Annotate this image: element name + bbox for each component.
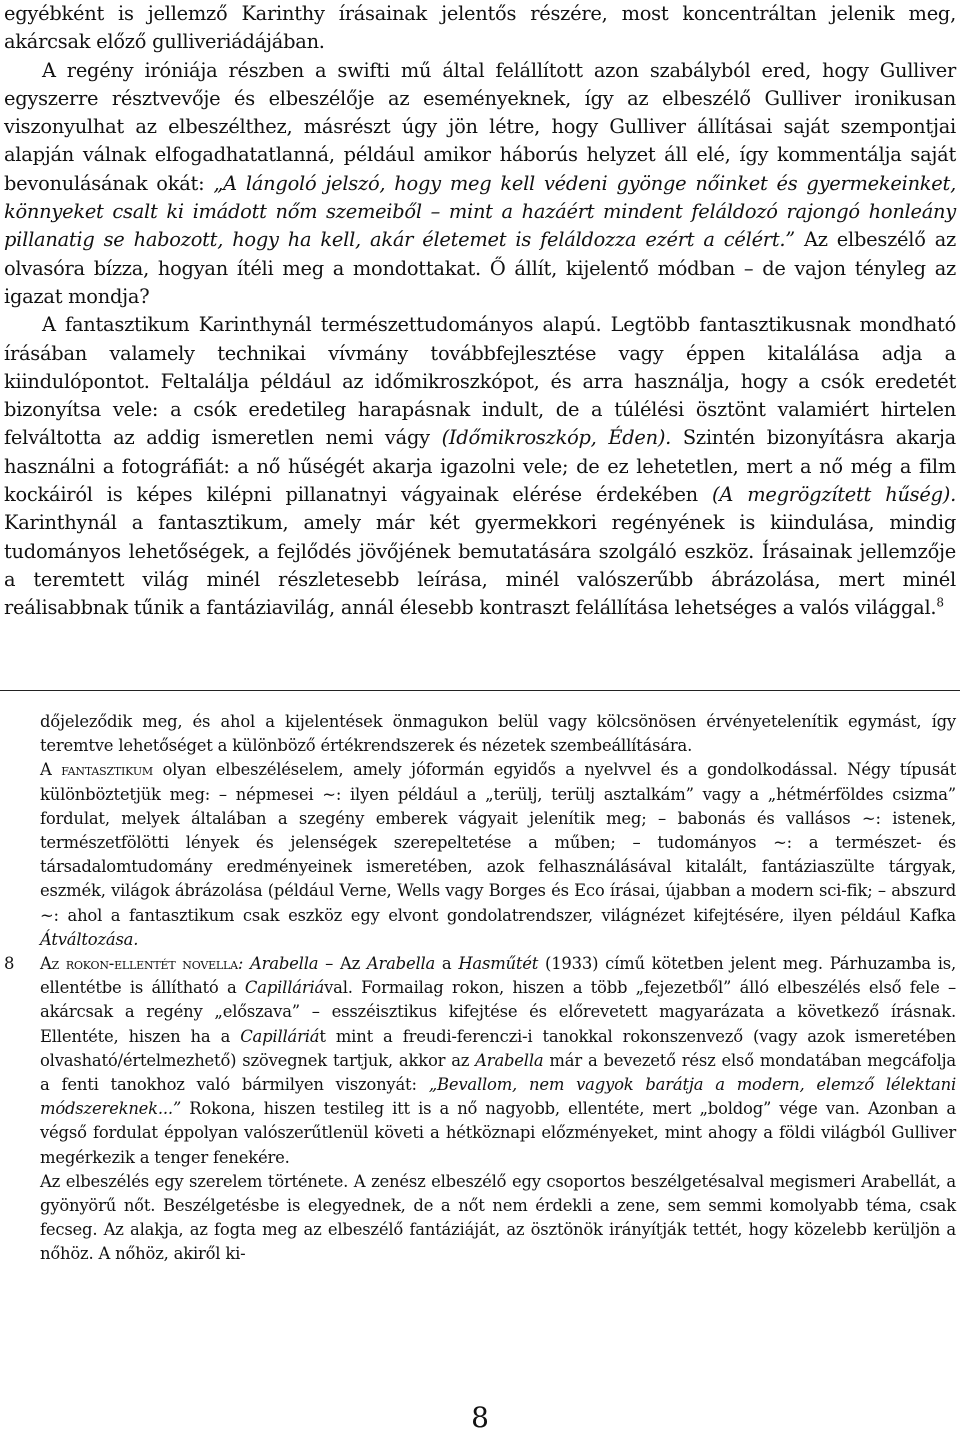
footnote-text: val. Formailag rokon, hiszen a több „fejezetből” álló elbeszélés első fele – akárcsak a regény „előszava” – esszéisztikus kifejtése és előrevetett magyarázata a következő írásnak. Ellentéte, hiszen ha a	[40, 978, 956, 1046]
paragraph-text: A fantasztikum Karinthynál természettudományos alapú. Legtöbb fantasztikusnak mondható írásában valamely technikai vívmány továbbfejlesztése vagy éppen kitalálása adja a kiindulópontot. Feltalálja például az időmikroszkópot, és arra használja, hogy a csók eredetét bizonyítsa vele: a csók eredetileg harapásnak indult, de a túlélési ösztönt valamiért hirtelen felváltotta az addig ismeretlen nemi vágy	[4, 313, 956, 450]
footnote-text: t mint a freudi-ferenczi-i tanokkal rokonszenvező (vagy azok ismeretében olvasható/értelmezhető) szövegnek tartjuk, akkor az	[40, 1026, 956, 1070]
footnote-text: olyan elbeszéléselem, amely jóformán egyidős a nyelvvel és a gondolkodással. Négy típusát különböztetjük meg: – népmesei ~: ilyen például a „terülj, terülj asztalkám” vagy a „hétmérföldes csizma” fordulat, melyek általában a szegény emberek vágyait jelenítik meg; – babonás és vallásos ~: istenek, természetfölötti lények és jelenségek szerepeltetése a műben; – tudományos ~: a természet- és társadalomtudomány eredményeinek ismeretében, azok felhasználásával kitalált, fantáziaszülte tárgyak, eszmék, világok ábrázolása (például Verne, Wells vagy Borges és Eco írásai, újabban a modern sci-fik; – abszurd ~: ahol a fantasztikum csak eszköz egy elvont gondolatrendszer, világnézet kifejtésére, ilyen például Kafka	[40, 760, 956, 925]
term-heading: A fantasztikum	[40, 760, 153, 780]
footnote-text: (1933) című kötetben jelent meg. Párhuzamba is, ellentétbe is állítható a	[40, 954, 957, 998]
footnotes	[4, 710, 957, 1267]
page-number: 8	[471, 1401, 489, 1434]
arabella-quote: „Bevallom, nem vagyok barátja a modern, elemző lélektani módszereknek...”	[40, 1075, 956, 1119]
paragraph-continuation	[4, 0, 956, 57]
paragraph-text: Az elbeszélő az olvasóra bízza, hogyan ítéli meg a mondottakat. Ő állít, kijelentő módban – de vajon tényleg az igazat mondja?	[4, 228, 956, 308]
paragraph-text: Szintén bizonyításra akarja használni a fotográfiát: a nő hűségét akarja igazolni vele; de ez lehetetlen, mert a nő még a film kockáiról is képes kilépni pillanatnyi vágyainak elérése érdekében	[4, 426, 956, 507]
footnote-8	[4, 952, 957, 1170]
paragraph-fantasy	[4, 311, 956, 622]
footnote-7-continuation	[40, 710, 956, 758]
footnote-text: – Az	[318, 954, 367, 974]
work-title: (A megrögzített hűség).	[712, 483, 957, 507]
footnote-number: 8	[4, 954, 15, 974]
work-title: Capilláriá	[244, 978, 325, 998]
footnote-7-fantasy-definition	[40, 758, 956, 952]
work-title: Hasműtét	[458, 954, 539, 974]
work-title: Átváltozása.	[40, 929, 139, 949]
paragraph-text: egyébként is jellemző Karinthy írásainak jelentős részére, most koncentráltan jelenik meg, akárcsak előző gulliveriádájában.	[4, 2, 956, 54]
footnote-text: már a bevezető rész első mondatában megcáfolja a fenti tanokhoz való bármilyen viszonyát:	[40, 1050, 956, 1095]
work-title: Arabella	[475, 1050, 544, 1070]
footnote-reference[interactable]: 8	[936, 595, 944, 610]
footnote-text: :	[237, 954, 251, 974]
footnote-text: dőjeleződik meg, és ahol a kijelentések önmagukon belül vagy kölcsönösen érvényetelenítik egymást, így teremtve lehetőséget a különböző értékrendszerek és nézetek szembeállítására.	[40, 712, 956, 756]
footnote-8-story	[40, 1170, 956, 1267]
paragraph-irony	[4, 57, 956, 312]
footnote-text: Az elbeszélés egy szerelem története. A zenész elbeszélő egy csoportos beszélgetésalval megismeri Arabellát, a gyönyörű nőt. Beszélgetésbe is elegyednek, de a nőt nem érdekli a zene, sem semmi komolyabb téma, csak fecseg. Az alakja, az fogta meg az elbeszélő fantáziáját, az ösztönök irányítják tettét, hogy közelebb kerüljön a nőhöz. A nőhöz, akiről ki-	[40, 1171, 956, 1264]
paragraph-text: A regény iróniája részben a swifti mű által felállított azon szabályból ered, hogy Gulliver egyszerre résztvevője és elbeszélője az eseményeknek, így az elbeszélő Gulliver ironikusan viszonyulhat az elbeszélthez, másrészt úgy jön létre, hogy Gulliver állításai saját szempontjai alapján válnak elfogadhatatlanná, például amikor háborús helyzet áll elé, így kommentálja saját bevonulásának okát:	[4, 58, 956, 195]
footnote-divider	[0, 690, 960, 691]
work-title: Arabella	[366, 954, 436, 974]
gulliver-quote: „A lángoló jelszó, hogy meg kell védeni gyönge nőinket és gyermekeinket, könnyeket csalt ki imádott nőm szemeiből – mint a hazáért mindent feláldozó rajongó honleány pillanatig se habozott, hogy ha kell, akár életemet is feláldozza ezért a célért.”	[4, 171, 956, 252]
paragraph-text: Karinthynál a fantasztikum, amely már két gyermekkori regényének is kiindulása, mindig tudományos lehetőségek, a fejlődés jövőjének bemutatására szolgáló eszköz. Írásainak jellemzője a teremtett világ minél részletesebb leírása, minél valószerűbb ábrázolása, mert minél reálisabbnak tűnik a fantáziavilág, annál élesebb kontraszt felállítása lehetséges a valós világgal.	[4, 511, 956, 620]
footnote-text: Rokona, hiszen testileg itt is a nő nagyobb, ellentéte, mert „boldog” vége van. Azonban a végső fordulat éppolyan valószerűtlenül követi a hétköznapi előzményeket, mint ahogy a földi világból Gulliver megérkezik a tenger fenekére.	[40, 1099, 956, 1167]
work-title: Arabella	[250, 954, 319, 974]
work-title: Capilláriá	[240, 1026, 320, 1046]
work-title: (Időmikroszkóp, Éden).	[441, 426, 672, 450]
footnote-text: a	[435, 954, 459, 974]
term-heading: Az rokon-ellentét novella	[40, 954, 238, 974]
main-text	[4, 0, 956, 623]
